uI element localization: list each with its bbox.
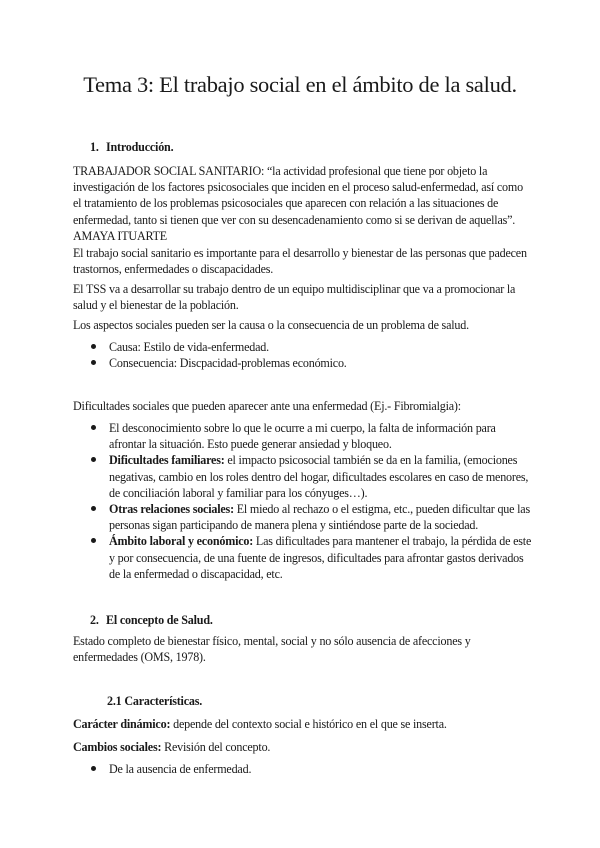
list-item: Ámbito laboral y económico: Las dificultades para mantener el trabajo, la pérdida de este y por consecuencia, de una fuente de ingresos, dificultades para afrontar gastos derivados de la enfermedad o discapacidad, etc.	[73, 533, 533, 582]
causes-list	[73, 339, 533, 371]
list-item: Otras relaciones sociales: El miedo al rechazo o el estigma, etc., pueden dificultar que las personas sigan participando de manera plena y sintiéndose parte de la sociedad.	[73, 501, 533, 533]
bullet-icon	[91, 457, 96, 462]
bullet-icon	[91, 538, 96, 543]
term-label: Carácter dinámico:	[73, 717, 171, 731]
health-definition: Estado completo de bienestar físico, mental, social y no sólo ausencia de afecciones y enfermedades (OMS, 1978).	[73, 634, 471, 665]
item-label: Ámbito laboral y económico:	[109, 534, 254, 549]
bullet-icon	[91, 506, 96, 511]
subsection-heading: 2.1 Características.	[107, 694, 203, 708]
item-label: Dificultades familiares:	[109, 453, 225, 468]
paragraph-changes: Cambios sociales: Revisión del concepto.	[73, 740, 271, 754]
bullet-icon	[91, 425, 96, 430]
definition-paragraph: TRABAJADOR SOCIAL SANITARIO: “la actividad profesional que tiene por objeto la investigación de los factores psicosociales que inciden en el proceso salud-enfermedad, así como el tratamiento de los problemas psicosociales que aparecen con relación a las situaciones de enfermedad, tanto si tienen que ver con su desencadenamiento como si se derivan de aquellas”. AMAYA ITUARTE	[73, 164, 523, 243]
list-item: Consecuencia: Discpacidad-problemas económico.	[73, 355, 533, 371]
bullet-icon	[91, 766, 96, 771]
paragraph: Los aspectos sociales pueden ser la causa o la consecuencia de un problema de salud.	[73, 318, 469, 332]
section-heading-text: Introducción.	[106, 140, 174, 154]
section-heading-introduccion	[90, 140, 173, 155]
paragraph: El trabajo social sanitario es importante para el desarrollo y bienestar de las personas que padecen trastornos, enfermedades o discapacidades.	[73, 246, 527, 277]
list-item: Dificultades familiares: el impacto psicosocial también se da en la familia, (emociones negativas, cambio en los roles dentro del hogar, dificultades escolares en caso de menores, de conciliación laboral y familiar para los cónyuges…).	[73, 452, 533, 501]
item-label: Otras relaciones sociales:	[109, 502, 234, 517]
section-heading-concepto-salud	[90, 613, 213, 628]
term-label: Cambios sociales:	[73, 740, 162, 754]
paragraph-dynamic: Carácter dinámico: depende del contexto social e histórico en el que se inserta.	[73, 717, 447, 731]
list-item: Causa: Estilo de vida-enfermedad.	[73, 339, 533, 355]
difficulties-list	[73, 420, 533, 582]
difficulties-intro: Dificultades sociales que pueden aparecer ante una enfermedad (Ej.- Fibromialgia):	[73, 399, 461, 413]
section-number: 2.	[90, 613, 99, 627]
page-title: Tema 3: El trabajo social en el ámbito de la salud.	[83, 72, 517, 97]
section-number: 1.	[90, 140, 99, 154]
changes-list	[73, 761, 533, 777]
list-item: De la ausencia de enfermedad.	[73, 761, 533, 777]
bullet-icon	[91, 360, 96, 365]
bullet-icon	[91, 344, 96, 349]
section-heading-text: El concepto de Salud.	[106, 613, 213, 627]
paragraph: El TSS va a desarrollar su trabajo dentro de un equipo multidisciplinar que va a promocionar la salud y el bienestar de la población.	[73, 282, 516, 313]
list-item: El desconocimiento sobre lo que le ocurre a mi cuerpo, la falta de información para afrontar la situación. Esto puede generar ansiedad y bloqueo.	[73, 420, 533, 452]
